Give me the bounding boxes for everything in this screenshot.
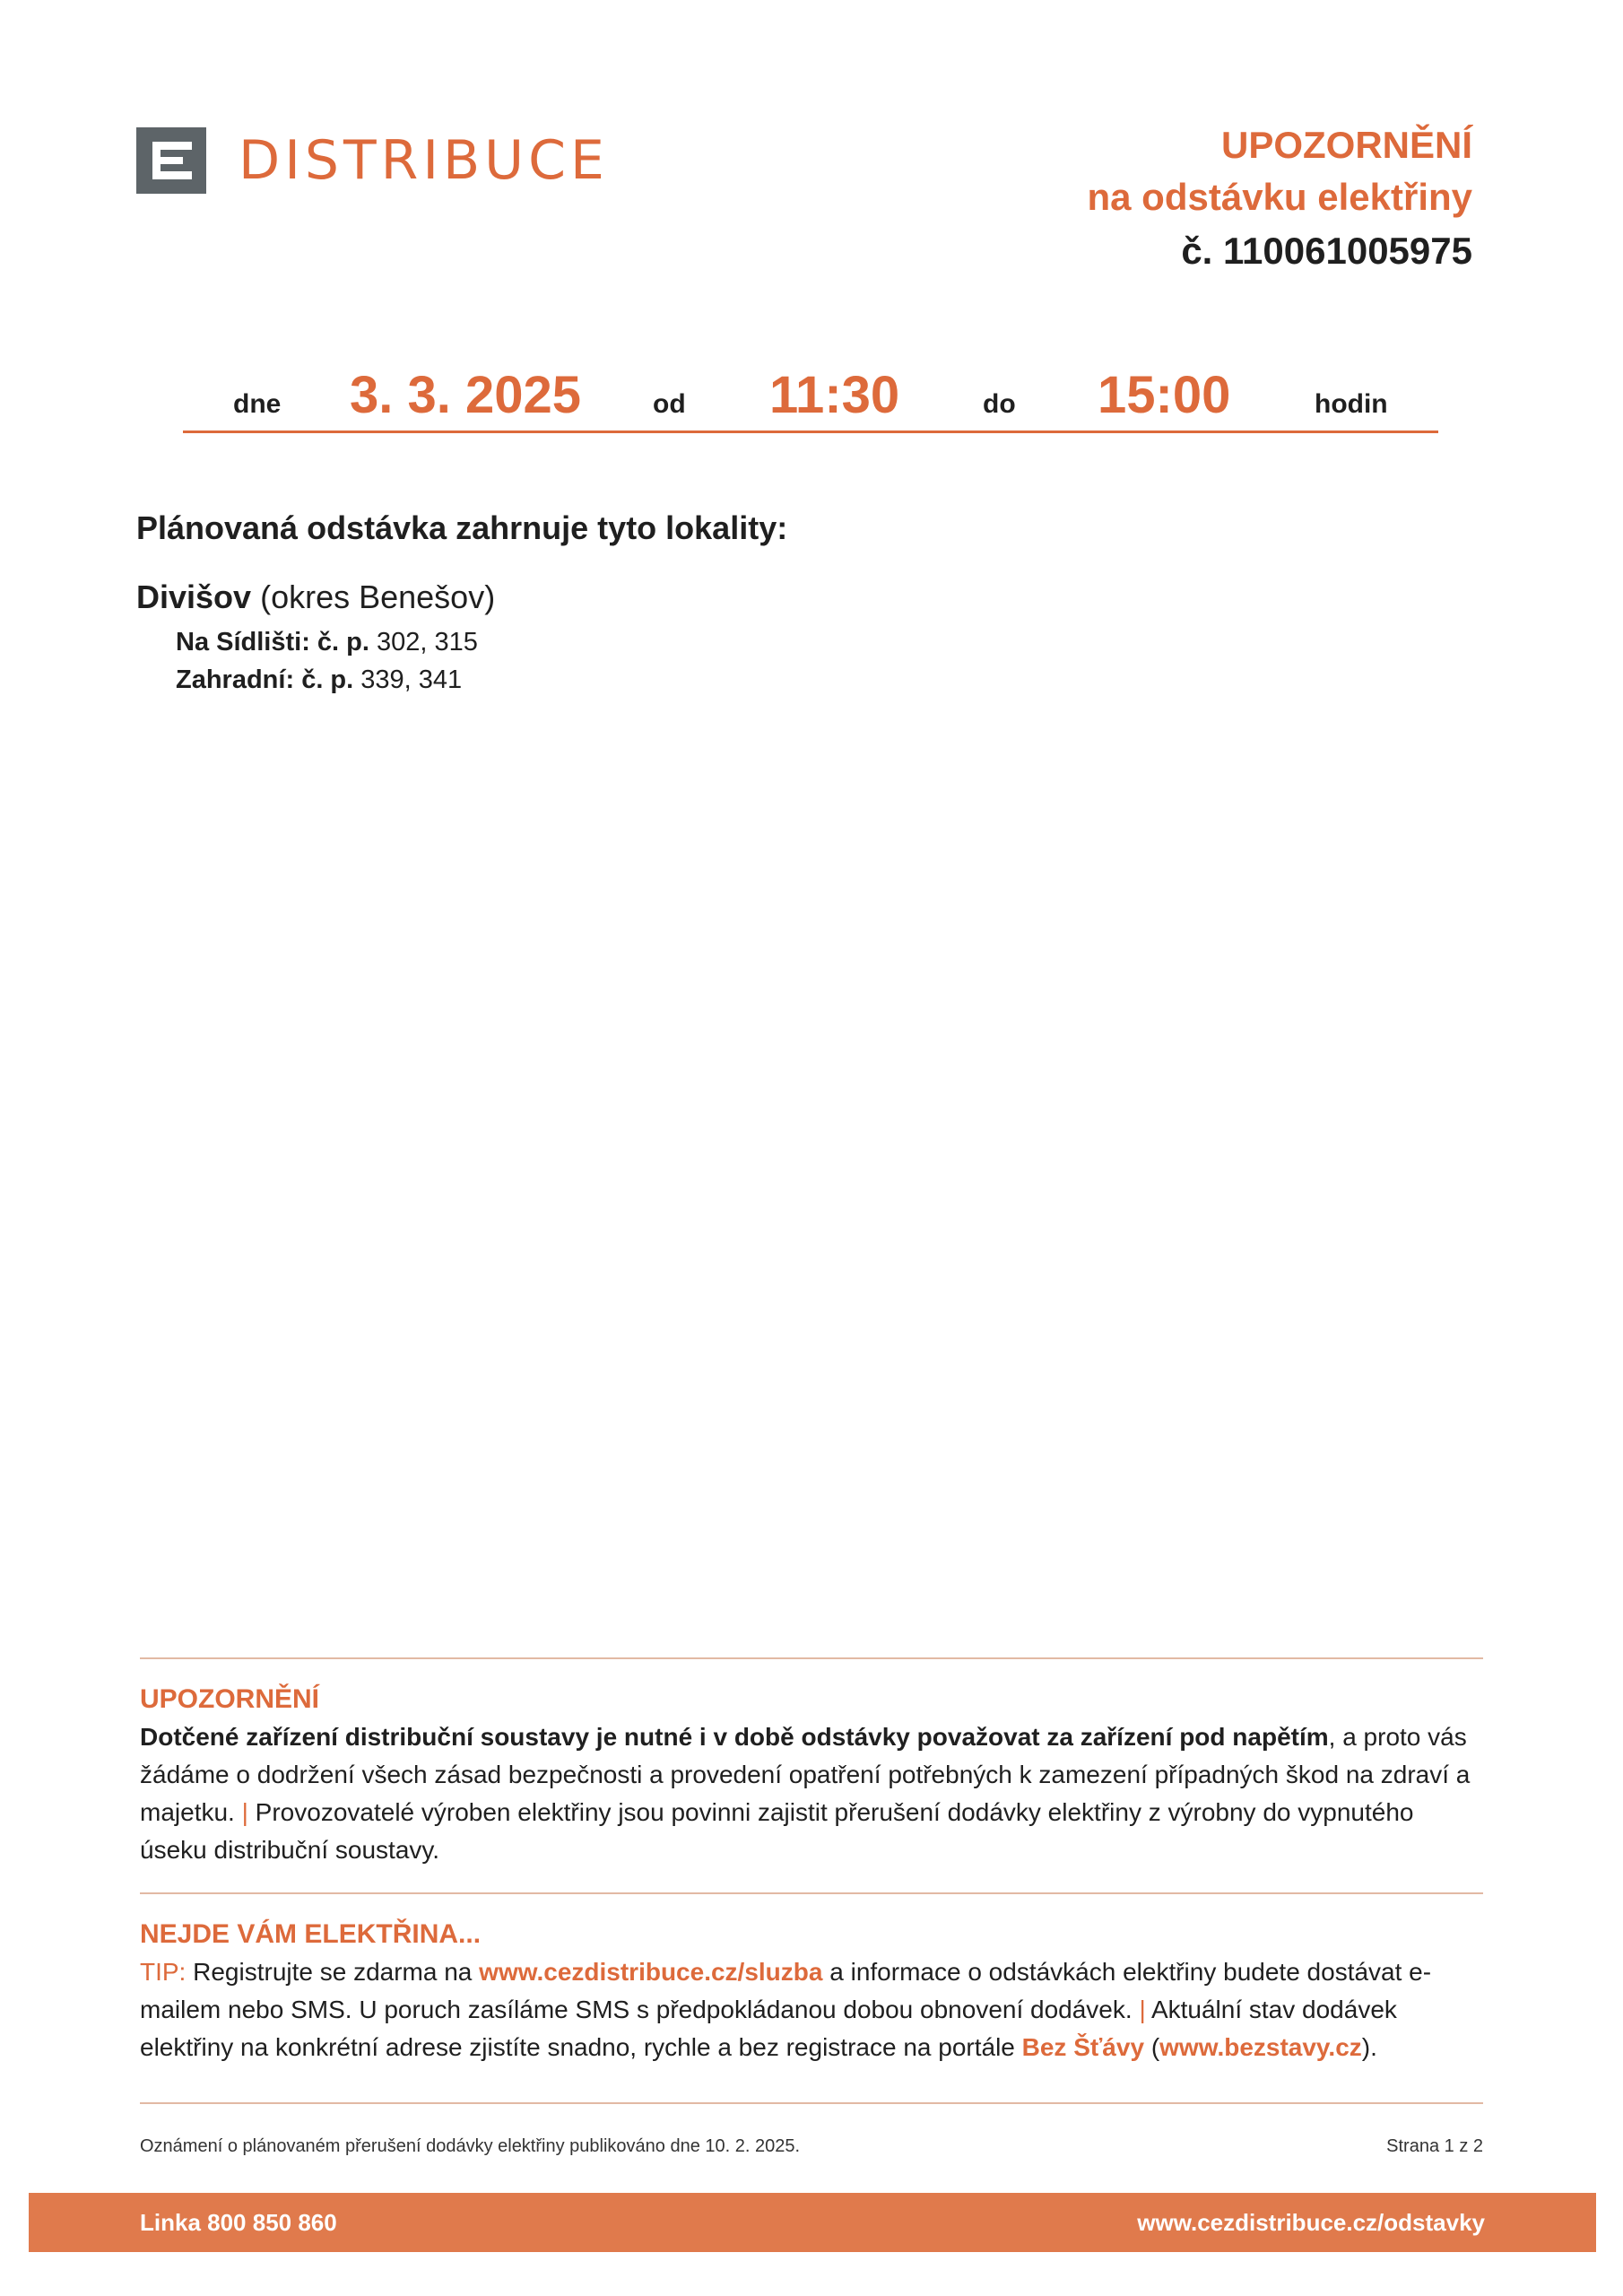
- warning-text: [140, 1718, 1485, 1869]
- notice-heading: [1088, 120, 1473, 278]
- street-item: [176, 628, 478, 657]
- company-logo: [136, 127, 609, 194]
- outage-from-time: 11:30: [769, 366, 900, 424]
- publication-note: Oznámení o plánovaném přerušení dodávky elektřiny publikováno dne 10. 2. 2025.: [140, 2136, 801, 2156]
- portal-close: ).: [1361, 2033, 1377, 2061]
- street-prefix: č. p.: [301, 665, 354, 694]
- tip-text-2: a informace o odstávkách elektřiny budete dostávat e-mailem nebo SMS. U poruch zasíláme SMS s předpokládanou dobou obnovení dodávek.: [140, 1958, 1432, 2023]
- portal-link[interactable]: www.bezstavy.cz: [1159, 2033, 1362, 2061]
- street-numbers: 339, 341: [360, 665, 463, 694]
- street-name: Zahradní:: [176, 665, 295, 694]
- outage-date-line: [183, 359, 1438, 433]
- tip-text-1: Registrujte se zdarma na: [193, 1958, 473, 1986]
- notice-subtitle: na odstávku elektřiny: [1087, 176, 1472, 218]
- hours-label: hodin: [1315, 389, 1388, 419]
- street-name: Na Sídlišti:: [176, 628, 310, 657]
- outages-website-link[interactable]: www.cezdistribuce.cz/odstavky: [1137, 2209, 1485, 2236]
- warning-text-1: , a proto vás žádáme o dodržení všech zásad bezpečnosti a provedení opatření potřebných k zamezení případných škod na zdraví a majetku.: [140, 1723, 1471, 1826]
- place-name: Divišov: [136, 578, 252, 615]
- page-number: Strana 1 z 2: [1386, 2136, 1483, 2156]
- street-item: [176, 665, 462, 695]
- notice-number: č. 110061005975: [1181, 230, 1472, 272]
- divider: [140, 2102, 1483, 2104]
- to-label: do: [983, 389, 1016, 419]
- footer-bar: [29, 2193, 1596, 2252]
- warning-bold-text: Dotčené zařízení distribuční soustavy je nutné i v době odstávky považovat za zařízení pod napětím: [140, 1723, 1329, 1751]
- tip-text: [140, 1953, 1485, 2066]
- date-label: dne: [233, 389, 282, 419]
- registration-link[interactable]: www.cezdistribuce.cz/sluzba: [479, 1958, 823, 1986]
- warning-title: UPOZORNĚNÍ: [140, 1684, 320, 1714]
- separator: |: [241, 1798, 248, 1826]
- separator: |: [1139, 1996, 1146, 2023]
- divider: [140, 1657, 1483, 1659]
- logo-text: DISTRIBUCE: [239, 129, 609, 192]
- locality-place: [136, 578, 495, 616]
- divider: [140, 1892, 1483, 1894]
- hotline[interactable]: Linka 800 850 860: [140, 2209, 337, 2236]
- tip-title: NEJDE VÁM ELEKTŘINA...: [140, 1919, 482, 1949]
- outage-to-time: 15:00: [1098, 366, 1231, 424]
- portal-open: (: [1150, 2033, 1160, 2061]
- notice-title: UPOZORNĚNÍ: [1220, 124, 1472, 166]
- tip-text-3: Aktuální stav dodávek elektřiny na konkrétní adrese zjistíte snadno, rychle a bez registrace na portále: [140, 1996, 1397, 2061]
- street-numbers: 302, 315: [377, 628, 478, 657]
- street-prefix: č. p.: [317, 628, 369, 657]
- place-district: (okres Benešov): [260, 578, 496, 615]
- outage-date: 3. 3. 2025: [350, 366, 581, 424]
- warning-text-2: Provozovatelé výroben elektřiny jsou povinni zajistit přerušení dodávky elektřiny z výrobny do vypnutého úseku distribuční soustavy.: [140, 1798, 1414, 1864]
- tip-label: TIP:: [140, 1958, 187, 1986]
- portal-name: Bez Šťávy: [1021, 2033, 1145, 2061]
- cez-logo-icon: [136, 127, 206, 194]
- localities-intro: Plánovaná odstávka zahrnuje tyto lokality:: [136, 509, 788, 546]
- from-label: od: [653, 389, 686, 419]
